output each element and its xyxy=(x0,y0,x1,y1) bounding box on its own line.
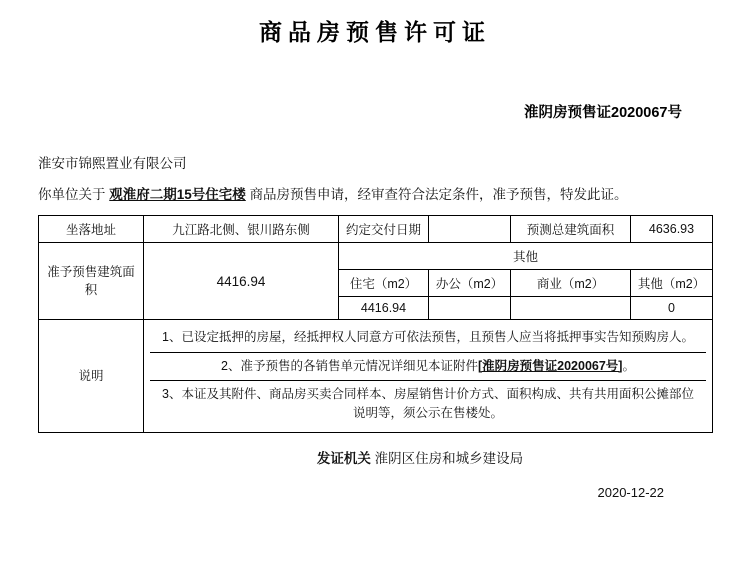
table-row xyxy=(39,216,713,243)
category-value-commercial xyxy=(511,297,631,320)
category-label-commercial: 商业（m2） xyxy=(511,270,631,297)
permit-number: 淮阴房预售证2020067号 xyxy=(524,105,682,121)
category-label-residential: 住宅（m2） xyxy=(339,270,429,297)
table-row xyxy=(39,320,713,433)
note-2-text-after: 。 xyxy=(622,358,635,373)
note-2-text-before: 2、准予预售的各销售单元情况详细见本证附件 xyxy=(221,358,478,373)
company-name: 淮安市锦熙置业有限公司 xyxy=(38,156,187,171)
statement-line xyxy=(38,185,712,205)
issuer-line xyxy=(38,447,712,467)
issuer-label: 发证机关 xyxy=(316,450,371,466)
note-item-2 xyxy=(150,352,706,380)
note-row xyxy=(150,352,706,380)
note-row xyxy=(150,324,706,352)
notes-cell xyxy=(144,320,713,433)
notes-table xyxy=(150,324,706,428)
page-title: 商品房预售许可证 xyxy=(259,19,491,45)
category-label-office: 办公（m2） xyxy=(429,270,511,297)
issue-date: 2020-12-22 xyxy=(597,484,664,500)
statement-prefix: 你单位关于 xyxy=(38,187,106,202)
note-item-1 xyxy=(150,324,706,352)
note-2-attachment-link[interactable]: [淮阴房预售证2020067号] xyxy=(477,358,623,373)
total-area-value: 4636.93 xyxy=(631,216,713,243)
category-value-other: 0 xyxy=(631,297,713,320)
approved-area-value: 4416.94 xyxy=(144,243,339,320)
note-1-text: 1、已设定抵押的房屋，经抵押权人同意方可依法预售，且预售人应当将抵押事实告知预购房人。 xyxy=(162,330,694,345)
note-item-3 xyxy=(150,381,706,428)
statement-project: 观淮府二期15号住宅楼 xyxy=(109,187,246,202)
delivery-date-label: 约定交付日期 xyxy=(339,216,429,243)
delivery-date-value xyxy=(429,216,511,243)
note-row xyxy=(150,381,706,428)
approved-area-label: 准予预售建筑面积 xyxy=(39,243,144,320)
permit-table xyxy=(38,215,713,433)
location-label: 坐落地址 xyxy=(39,216,144,243)
category-value-residential: 4416.94 xyxy=(339,297,429,320)
statement-suffix: 商品房预售申请，经审查符合法定条件，准予预售，特发此证。 xyxy=(249,187,628,202)
total-area-label: 预测总建筑面积 xyxy=(511,216,631,243)
location-value: 九江路北侧、银川路东侧 xyxy=(144,216,339,243)
notes-label: 说明 xyxy=(39,320,144,433)
table-row xyxy=(39,243,713,270)
category-value-office xyxy=(429,297,511,320)
other-section-label: 其他 xyxy=(339,243,713,270)
category-label-other: 其他（m2） xyxy=(631,270,713,297)
permit-document xyxy=(0,14,750,574)
issuer-org: 淮阴区住房和城乡建设局 xyxy=(374,450,524,466)
note-3-text: 3、本证及其附件、商品房买卖合同样本、房屋销售计价方式、面积构成、共有共用面积公摊部位说明等，须公示在售楼处。 xyxy=(162,387,694,421)
